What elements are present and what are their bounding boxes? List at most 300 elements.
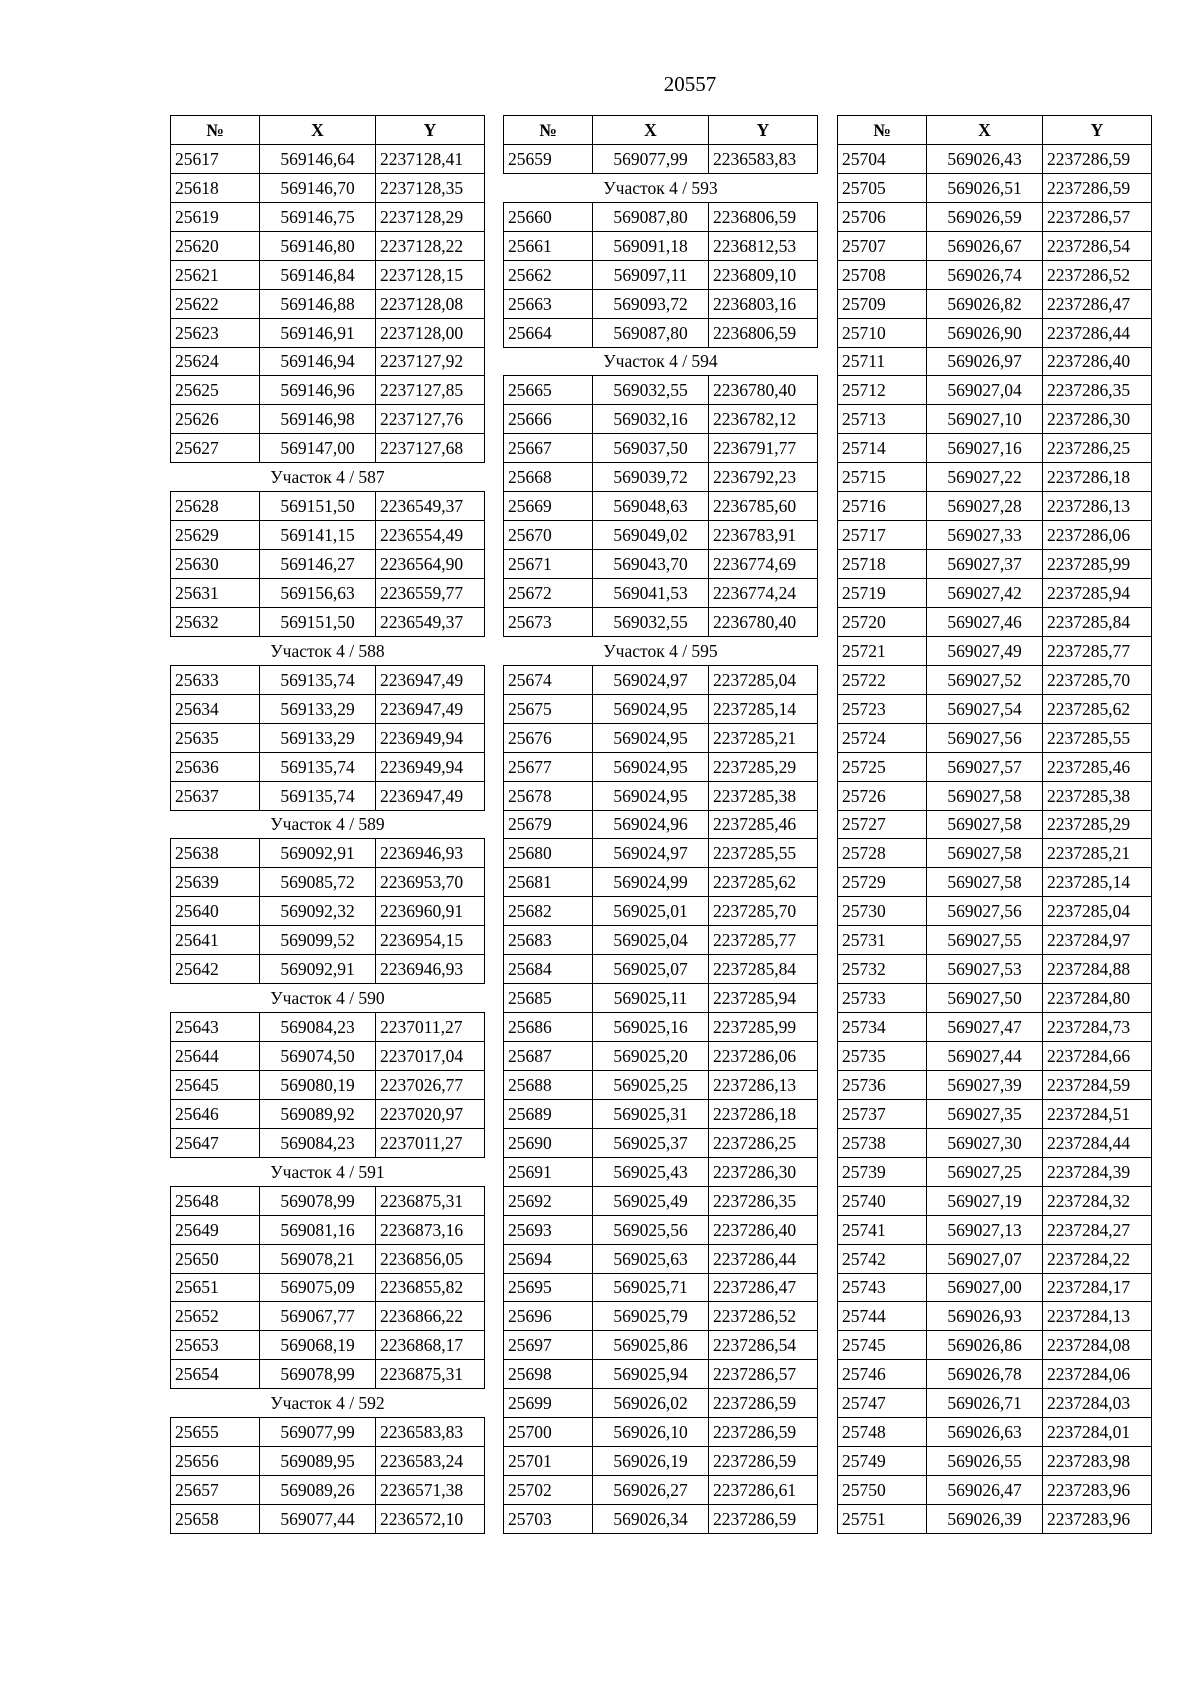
y-coordinate: 2237285,94 bbox=[709, 984, 818, 1013]
point-number: 25705 bbox=[838, 173, 927, 202]
point-number: 25666 bbox=[504, 405, 593, 434]
table-row bbox=[838, 289, 1152, 318]
point-number: 25627 bbox=[171, 434, 260, 463]
table-row bbox=[504, 723, 818, 752]
table-row bbox=[838, 1302, 1152, 1331]
x-coordinate: 569027,33 bbox=[927, 521, 1043, 550]
point-number: 25716 bbox=[838, 492, 927, 521]
table-row bbox=[504, 665, 818, 694]
x-coordinate: 569026,34 bbox=[593, 1505, 709, 1534]
y-coordinate: 2237285,84 bbox=[1043, 607, 1152, 636]
x-coordinate: 569092,32 bbox=[260, 897, 376, 926]
table-header-row bbox=[838, 116, 1152, 145]
y-coordinate: 2237285,14 bbox=[1043, 868, 1152, 897]
x-coordinate: 569146,80 bbox=[260, 231, 376, 260]
x-coordinate: 569049,02 bbox=[593, 521, 709, 550]
x-coordinate: 569092,91 bbox=[260, 839, 376, 868]
y-coordinate: 2236792,23 bbox=[709, 463, 818, 492]
table-row bbox=[504, 492, 818, 521]
table-row bbox=[171, 289, 485, 318]
y-coordinate: 2237286,52 bbox=[709, 1302, 818, 1331]
table-row bbox=[171, 868, 485, 897]
table-row bbox=[504, 984, 818, 1013]
x-coordinate: 569025,79 bbox=[593, 1302, 709, 1331]
table-row bbox=[171, 260, 485, 289]
point-number: 25699 bbox=[504, 1389, 593, 1418]
x-coordinate: 569146,84 bbox=[260, 260, 376, 289]
point-number: 25727 bbox=[838, 810, 927, 839]
table-row bbox=[171, 1215, 485, 1244]
x-coordinate: 569027,16 bbox=[927, 434, 1043, 463]
y-coordinate: 2237128,08 bbox=[376, 289, 485, 318]
section-title: Участок 4 / 591 bbox=[171, 1157, 485, 1186]
x-coordinate: 569026,86 bbox=[927, 1331, 1043, 1360]
x-coordinate: 569027,54 bbox=[927, 694, 1043, 723]
x-coordinate: 569141,15 bbox=[260, 521, 376, 550]
y-coordinate: 2237286,35 bbox=[709, 1186, 818, 1215]
table-row bbox=[171, 955, 485, 984]
table-row bbox=[504, 405, 818, 434]
x-coordinate: 569025,01 bbox=[593, 897, 709, 926]
table-row bbox=[504, 1070, 818, 1099]
y-coordinate: 2237128,22 bbox=[376, 231, 485, 260]
x-coordinate: 569135,74 bbox=[260, 781, 376, 810]
y-coordinate: 2237286,59 bbox=[1043, 173, 1152, 202]
point-number: 25746 bbox=[838, 1360, 927, 1389]
y-coordinate: 2237286,61 bbox=[709, 1476, 818, 1505]
section-row bbox=[504, 636, 818, 665]
x-coordinate: 569026,27 bbox=[593, 1476, 709, 1505]
table-row bbox=[504, 694, 818, 723]
table-row bbox=[171, 723, 485, 752]
y-coordinate: 2237127,85 bbox=[376, 376, 485, 405]
y-coordinate: 2237286,59 bbox=[709, 1389, 818, 1418]
x-coordinate: 569027,58 bbox=[927, 810, 1043, 839]
section-title: Участок 4 / 593 bbox=[504, 173, 818, 202]
x-coordinate: 569075,09 bbox=[260, 1273, 376, 1302]
x-coordinate: 569078,99 bbox=[260, 1186, 376, 1215]
point-number: 25747 bbox=[838, 1389, 927, 1418]
y-coordinate: 2237286,44 bbox=[1043, 318, 1152, 347]
y-coordinate: 2237286,59 bbox=[709, 1505, 818, 1534]
point-number: 25673 bbox=[504, 607, 593, 636]
table-row bbox=[838, 897, 1152, 926]
point-number: 25661 bbox=[504, 231, 593, 260]
point-number: 25672 bbox=[504, 579, 593, 608]
table-row bbox=[838, 463, 1152, 492]
y-coordinate: 2237127,92 bbox=[376, 347, 485, 376]
point-number: 25656 bbox=[171, 1447, 260, 1476]
x-coordinate: 569025,86 bbox=[593, 1331, 709, 1360]
x-coordinate: 569146,91 bbox=[260, 318, 376, 347]
y-coordinate: 2236946,93 bbox=[376, 955, 485, 984]
point-number: 25744 bbox=[838, 1302, 927, 1331]
table-row bbox=[171, 1099, 485, 1128]
point-number: 25734 bbox=[838, 1013, 927, 1042]
table-row bbox=[504, 1447, 818, 1476]
point-number: 25688 bbox=[504, 1070, 593, 1099]
point-number: 25743 bbox=[838, 1273, 927, 1302]
table-row bbox=[504, 1273, 818, 1302]
point-number: 25711 bbox=[838, 347, 927, 376]
y-coordinate: 2236783,91 bbox=[709, 521, 818, 550]
point-number: 25646 bbox=[171, 1099, 260, 1128]
x-coordinate: 569024,99 bbox=[593, 868, 709, 897]
y-coordinate: 2237284,44 bbox=[1043, 1128, 1152, 1157]
table-row bbox=[838, 1418, 1152, 1447]
point-number: 25638 bbox=[171, 839, 260, 868]
table-row bbox=[171, 1331, 485, 1360]
header-number: № bbox=[171, 116, 260, 145]
point-number: 25658 bbox=[171, 1505, 260, 1534]
x-coordinate: 569026,71 bbox=[927, 1389, 1043, 1418]
point-number: 25676 bbox=[504, 723, 593, 752]
table-row bbox=[504, 1157, 818, 1186]
point-number: 25696 bbox=[504, 1302, 593, 1331]
point-number: 25704 bbox=[838, 144, 927, 173]
y-coordinate: 2237286,18 bbox=[709, 1099, 818, 1128]
y-coordinate: 2237285,46 bbox=[709, 810, 818, 839]
x-coordinate: 569027,13 bbox=[927, 1215, 1043, 1244]
x-coordinate: 569026,74 bbox=[927, 260, 1043, 289]
y-coordinate: 2236954,15 bbox=[376, 926, 485, 955]
table-row bbox=[171, 318, 485, 347]
table-row bbox=[504, 926, 818, 955]
point-number: 25732 bbox=[838, 955, 927, 984]
point-number: 25739 bbox=[838, 1157, 927, 1186]
table-header-row bbox=[171, 116, 485, 145]
x-coordinate: 569026,39 bbox=[927, 1505, 1043, 1534]
x-coordinate: 569027,39 bbox=[927, 1070, 1043, 1099]
table-row bbox=[504, 1302, 818, 1331]
point-number: 25731 bbox=[838, 926, 927, 955]
table-row bbox=[504, 1042, 818, 1071]
x-coordinate: 569024,96 bbox=[593, 810, 709, 839]
x-coordinate: 569027,58 bbox=[927, 839, 1043, 868]
point-number: 25733 bbox=[838, 984, 927, 1013]
y-coordinate: 2236785,60 bbox=[709, 492, 818, 521]
y-coordinate: 2237283,96 bbox=[1043, 1505, 1152, 1534]
section-title: Участок 4 / 588 bbox=[171, 636, 485, 665]
y-coordinate: 2237284,97 bbox=[1043, 926, 1152, 955]
point-number: 25710 bbox=[838, 318, 927, 347]
y-coordinate: 2236549,37 bbox=[376, 607, 485, 636]
x-coordinate: 569026,90 bbox=[927, 318, 1043, 347]
x-coordinate: 569146,88 bbox=[260, 289, 376, 318]
point-number: 25682 bbox=[504, 897, 593, 926]
point-number: 25713 bbox=[838, 405, 927, 434]
x-coordinate: 569027,53 bbox=[927, 955, 1043, 984]
table-row bbox=[171, 405, 485, 434]
table-row bbox=[838, 1244, 1152, 1273]
y-coordinate: 2237286,59 bbox=[709, 1418, 818, 1447]
y-coordinate: 2236949,94 bbox=[376, 752, 485, 781]
x-coordinate: 569147,00 bbox=[260, 434, 376, 463]
y-coordinate: 2237285,38 bbox=[1043, 781, 1152, 810]
y-coordinate: 2237285,55 bbox=[709, 839, 818, 868]
point-number: 25632 bbox=[171, 607, 260, 636]
point-number: 25622 bbox=[171, 289, 260, 318]
x-coordinate: 569026,47 bbox=[927, 1476, 1043, 1505]
x-coordinate: 569089,95 bbox=[260, 1447, 376, 1476]
point-number: 25674 bbox=[504, 665, 593, 694]
x-coordinate: 569027,57 bbox=[927, 752, 1043, 781]
point-number: 25625 bbox=[171, 376, 260, 405]
y-coordinate: 2237286,13 bbox=[709, 1070, 818, 1099]
y-coordinate: 2237284,13 bbox=[1043, 1302, 1152, 1331]
point-number: 25742 bbox=[838, 1244, 927, 1273]
point-number: 25684 bbox=[504, 955, 593, 984]
y-coordinate: 2237284,27 bbox=[1043, 1215, 1152, 1244]
y-coordinate: 2236960,91 bbox=[376, 897, 485, 926]
x-coordinate: 569146,64 bbox=[260, 144, 376, 173]
x-coordinate: 569027,49 bbox=[927, 636, 1043, 665]
x-coordinate: 569077,99 bbox=[260, 1418, 376, 1447]
y-coordinate: 2236856,05 bbox=[376, 1244, 485, 1273]
table-row bbox=[171, 434, 485, 463]
table-row bbox=[838, 1360, 1152, 1389]
y-coordinate: 2237284,51 bbox=[1043, 1099, 1152, 1128]
y-coordinate: 2237286,06 bbox=[1043, 521, 1152, 550]
point-number: 25726 bbox=[838, 781, 927, 810]
x-coordinate: 569048,63 bbox=[593, 492, 709, 521]
section-row bbox=[171, 810, 485, 839]
point-number: 25689 bbox=[504, 1099, 593, 1128]
table-row bbox=[838, 984, 1152, 1013]
y-coordinate: 2237286,30 bbox=[709, 1157, 818, 1186]
x-coordinate: 569027,56 bbox=[927, 723, 1043, 752]
y-coordinate: 2237285,94 bbox=[1043, 579, 1152, 608]
x-coordinate: 569025,04 bbox=[593, 926, 709, 955]
table-row bbox=[504, 1215, 818, 1244]
point-number: 25628 bbox=[171, 492, 260, 521]
point-number: 25663 bbox=[504, 289, 593, 318]
y-coordinate: 2236875,31 bbox=[376, 1360, 485, 1389]
y-coordinate: 2237286,59 bbox=[709, 1447, 818, 1476]
x-coordinate: 569084,23 bbox=[260, 1013, 376, 1042]
y-coordinate: 2237285,62 bbox=[1043, 694, 1152, 723]
table-row bbox=[171, 1302, 485, 1331]
point-number: 25685 bbox=[504, 984, 593, 1013]
point-number: 25740 bbox=[838, 1186, 927, 1215]
x-coordinate: 569087,80 bbox=[593, 318, 709, 347]
x-coordinate: 569026,93 bbox=[927, 1302, 1043, 1331]
x-coordinate: 569027,58 bbox=[927, 868, 1043, 897]
y-coordinate: 2237285,55 bbox=[1043, 723, 1152, 752]
point-number: 25662 bbox=[504, 260, 593, 289]
x-coordinate: 569027,37 bbox=[927, 550, 1043, 579]
y-coordinate: 2236774,69 bbox=[709, 550, 818, 579]
table-row bbox=[838, 144, 1152, 173]
y-coordinate: 2236946,93 bbox=[376, 839, 485, 868]
point-number: 25645 bbox=[171, 1070, 260, 1099]
x-coordinate: 569025,56 bbox=[593, 1215, 709, 1244]
point-number: 25626 bbox=[171, 405, 260, 434]
table-row bbox=[838, 868, 1152, 897]
table-row bbox=[171, 231, 485, 260]
point-number: 25715 bbox=[838, 463, 927, 492]
y-coordinate: 2237284,59 bbox=[1043, 1070, 1152, 1099]
point-number: 25620 bbox=[171, 231, 260, 260]
y-coordinate: 2237284,88 bbox=[1043, 955, 1152, 984]
x-coordinate: 569151,50 bbox=[260, 492, 376, 521]
table-row bbox=[838, 579, 1152, 608]
table-row bbox=[504, 1331, 818, 1360]
table-row bbox=[504, 1360, 818, 1389]
table-row bbox=[838, 347, 1152, 376]
y-coordinate: 2236564,90 bbox=[376, 550, 485, 579]
x-coordinate: 569026,59 bbox=[927, 202, 1043, 231]
table-row bbox=[504, 1505, 818, 1534]
point-number: 25730 bbox=[838, 897, 927, 926]
x-coordinate: 569077,44 bbox=[260, 1505, 376, 1534]
y-coordinate: 2237285,29 bbox=[709, 752, 818, 781]
x-coordinate: 569099,52 bbox=[260, 926, 376, 955]
table-row bbox=[504, 1186, 818, 1215]
table-row bbox=[504, 260, 818, 289]
y-coordinate: 2237286,47 bbox=[709, 1273, 818, 1302]
section-title: Участок 4 / 594 bbox=[504, 347, 818, 376]
x-coordinate: 569074,50 bbox=[260, 1042, 376, 1071]
x-coordinate: 569026,63 bbox=[927, 1418, 1043, 1447]
point-number: 25637 bbox=[171, 781, 260, 810]
y-coordinate: 2237285,62 bbox=[709, 868, 818, 897]
point-number: 25695 bbox=[504, 1273, 593, 1302]
x-coordinate: 569026,55 bbox=[927, 1447, 1043, 1476]
table-row bbox=[504, 607, 818, 636]
table-row bbox=[171, 347, 485, 376]
point-number: 25617 bbox=[171, 144, 260, 173]
x-coordinate: 569024,95 bbox=[593, 694, 709, 723]
y-coordinate: 2237285,77 bbox=[709, 926, 818, 955]
table-row bbox=[838, 694, 1152, 723]
point-number: 25631 bbox=[171, 579, 260, 608]
point-number: 25692 bbox=[504, 1186, 593, 1215]
x-coordinate: 569146,94 bbox=[260, 347, 376, 376]
point-number: 25635 bbox=[171, 723, 260, 752]
x-coordinate: 569027,50 bbox=[927, 984, 1043, 1013]
point-number: 25657 bbox=[171, 1476, 260, 1505]
point-number: 25619 bbox=[171, 202, 260, 231]
table-row bbox=[504, 318, 818, 347]
point-number: 25717 bbox=[838, 521, 927, 550]
point-number: 25708 bbox=[838, 260, 927, 289]
x-coordinate: 569037,50 bbox=[593, 434, 709, 463]
table-row bbox=[838, 202, 1152, 231]
y-coordinate: 2237285,70 bbox=[709, 897, 818, 926]
y-coordinate: 2237017,04 bbox=[376, 1042, 485, 1071]
x-coordinate: 569027,52 bbox=[927, 665, 1043, 694]
table-row bbox=[171, 1418, 485, 1447]
point-number: 25654 bbox=[171, 1360, 260, 1389]
x-coordinate: 569026,97 bbox=[927, 347, 1043, 376]
x-coordinate: 569025,94 bbox=[593, 1360, 709, 1389]
point-number: 25697 bbox=[504, 1331, 593, 1360]
section-title: Участок 4 / 590 bbox=[171, 984, 485, 1013]
table-header-row bbox=[504, 116, 818, 145]
x-coordinate: 569027,30 bbox=[927, 1128, 1043, 1157]
x-coordinate: 569080,19 bbox=[260, 1070, 376, 1099]
x-coordinate: 569027,22 bbox=[927, 463, 1043, 492]
x-coordinate: 569032,55 bbox=[593, 607, 709, 636]
x-coordinate: 569025,20 bbox=[593, 1042, 709, 1071]
x-coordinate: 569026,10 bbox=[593, 1418, 709, 1447]
table-row bbox=[504, 897, 818, 926]
point-number: 25618 bbox=[171, 173, 260, 202]
table-row bbox=[838, 173, 1152, 202]
point-number: 25702 bbox=[504, 1476, 593, 1505]
point-number: 25677 bbox=[504, 752, 593, 781]
table-row bbox=[838, 231, 1152, 260]
x-coordinate: 569085,72 bbox=[260, 868, 376, 897]
point-number: 25738 bbox=[838, 1128, 927, 1157]
table-row bbox=[838, 1013, 1152, 1042]
table-row bbox=[838, 1042, 1152, 1071]
y-coordinate: 2237284,06 bbox=[1043, 1360, 1152, 1389]
point-number: 25701 bbox=[504, 1447, 593, 1476]
y-coordinate: 2237284,39 bbox=[1043, 1157, 1152, 1186]
x-coordinate: 569133,29 bbox=[260, 694, 376, 723]
point-number: 25735 bbox=[838, 1042, 927, 1071]
x-coordinate: 569026,67 bbox=[927, 231, 1043, 260]
point-number: 25723 bbox=[838, 694, 927, 723]
y-coordinate: 2237285,77 bbox=[1043, 636, 1152, 665]
point-number: 25681 bbox=[504, 868, 593, 897]
point-number: 25675 bbox=[504, 694, 593, 723]
table-row bbox=[171, 694, 485, 723]
y-coordinate: 2237128,29 bbox=[376, 202, 485, 231]
section-row bbox=[504, 173, 818, 202]
point-number: 25651 bbox=[171, 1273, 260, 1302]
table-row bbox=[838, 1099, 1152, 1128]
x-coordinate: 569027,10 bbox=[927, 405, 1043, 434]
y-coordinate: 2236559,77 bbox=[376, 579, 485, 608]
header-y: Y bbox=[1043, 116, 1152, 145]
table-row bbox=[838, 665, 1152, 694]
table-row bbox=[838, 1331, 1152, 1360]
page-number: 20557 bbox=[663, 72, 717, 96]
table-row bbox=[504, 781, 818, 810]
y-coordinate: 2237286,18 bbox=[1043, 463, 1152, 492]
y-coordinate: 2236554,49 bbox=[376, 521, 485, 550]
table-row bbox=[504, 752, 818, 781]
y-coordinate: 2237286,06 bbox=[709, 1042, 818, 1071]
y-coordinate: 2237283,96 bbox=[1043, 1476, 1152, 1505]
x-coordinate: 569146,98 bbox=[260, 405, 376, 434]
x-coordinate: 569089,92 bbox=[260, 1099, 376, 1128]
y-coordinate: 2236583,24 bbox=[376, 1447, 485, 1476]
point-number: 25698 bbox=[504, 1360, 593, 1389]
x-coordinate: 569026,51 bbox=[927, 173, 1043, 202]
y-coordinate: 2236782,12 bbox=[709, 405, 818, 434]
y-coordinate: 2236774,24 bbox=[709, 579, 818, 608]
point-number: 25728 bbox=[838, 839, 927, 868]
x-coordinate: 569025,07 bbox=[593, 955, 709, 984]
point-number: 25671 bbox=[504, 550, 593, 579]
y-coordinate: 2237286,13 bbox=[1043, 492, 1152, 521]
table-row bbox=[838, 1447, 1152, 1476]
y-coordinate: 2236809,10 bbox=[709, 260, 818, 289]
point-number: 25623 bbox=[171, 318, 260, 347]
y-coordinate: 2236571,38 bbox=[376, 1476, 485, 1505]
x-coordinate: 569084,23 bbox=[260, 1128, 376, 1157]
table-row bbox=[504, 521, 818, 550]
x-coordinate: 569027,00 bbox=[927, 1273, 1043, 1302]
y-coordinate: 2237285,04 bbox=[709, 665, 818, 694]
y-coordinate: 2236572,10 bbox=[376, 1505, 485, 1534]
point-number: 25751 bbox=[838, 1505, 927, 1534]
table-row bbox=[504, 289, 818, 318]
